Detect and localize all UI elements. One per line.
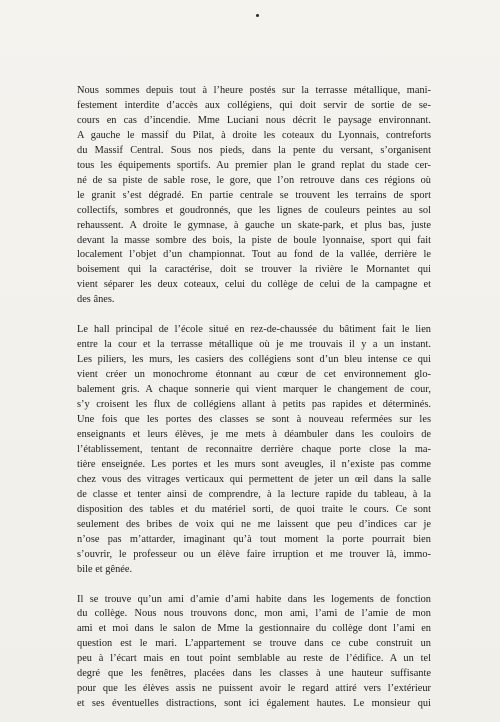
text-line: du Massif Central. Sous nos pieds, dans la pente du versant, s’organisent [77,144,431,156]
text-line: n’ose pas m’attarder, imaginant qu’à tout moment la porte pourrait bien [77,533,431,545]
text-line: Les piliers, les murs, les casiers des collégiens sont d’un bleu intense ce qui [77,354,431,366]
text-line: chez vous des vitrages verticaux qui permettent de jeter un œil dans la salle [77,473,431,485]
text-line: ami et moi dans le salon de Mme la gestionnaire du collège dont l’ami en [77,623,431,635]
text-line: collectifs, sombres et goudronnés, que les lignes de couleurs peintes au sol [77,204,431,216]
text-line: l’établissement, tentant de reconnaitre derrière chaque porte close la ma- [77,443,431,455]
text-line: pour que les élèves assis ne puissent avoir le regard attiré vers l’extérieur [77,683,431,695]
text-line: cours en cas d’incendie. Mme Luciani nous décrit le paysage environnant. [77,114,431,126]
text-line: Une fois que les portes des classes se sont à nouveau refermées sur les [77,414,431,426]
text-line: du collège. Nous nous trouvons donc, mon ami, l’ami de l’amie de mon [77,608,431,620]
text-line: Il se trouve qu’un ami d’amie d’ami habite dans les logements de fonction [77,593,431,605]
text-line: Le hall principal de l’école situé en rez-de-chaussée du bâtiment fait le lien [77,324,431,336]
dot-mark [256,14,259,17]
text-line: vient séparer les deux coteaux, celui du collège de celui de la campagne et [77,279,431,291]
text-line: seulement des bribes de voix qui ne me laissent que peu d’indices car je [77,518,431,530]
text-line: né de sa piste de sable rose, le gore, que l’on retrouve dans ces régions où [77,174,431,186]
text-line: tière enseignée. Les portes et les murs sont aveugles, il n’existe pas comme [77,458,431,470]
text-line: devant la masse sombre des bois, la piste de boule lyonnaise, sport qui fait [77,234,431,246]
text-line: question est le mari. L’appartement se trouve dans ce cube construit un [77,638,431,650]
text-line: vient créer un monochrome étonnant au cœur de cet environnement glo- [77,369,431,381]
text-line: bile et gênée. [77,563,133,575]
text-line: balement gris. A chaque sonnerie qui vient marquer le changement de cour, [77,384,431,396]
text-line: s’ouvrir, le professeur ou un élève faire irruption et me trouver là, immo- [77,548,431,560]
paragraph-gap [77,578,431,593]
text-line: entre la cour et la terrasse métallique où je me trouvais il y a un instant. [77,339,431,351]
text-line: A gauche le massif du Pilat, à droite les coteaux du Lyonnais, contreforts [77,129,431,141]
paragraph-gap [77,308,431,323]
paragraph [77,593,431,713]
text-line: de classe et tenter ainsi de comprendre, à la lecture rapide du tableau, à la [77,488,431,500]
paragraph [77,84,431,308]
text-line: rehaussent. A droite le gymnase, à gauche un skate-park, et plus bas, juste [77,219,431,231]
text-line: Nous sommes depuis tout à l’heure postés sur la terrasse métallique, mani- [77,85,431,96]
text-line: localement l’objet d’un championnat. Tout au fond de la vallée, derrière le [77,249,431,261]
text-line: et ses éventuelles distractions, sont ici également hautes. Le monsieur qui [77,698,431,710]
text-line: disposition des tables et du matériel sorti, de quoi traite le cours. Ce sont [77,503,431,515]
text-line: festement interdite d’accès aux collégiens, qui doit servir de sortie de se- [77,99,431,111]
text-line: degré que les fenêtres, placées dans les classes à une hauteur suffisante [77,668,431,680]
text-line: des ânes. [77,294,115,306]
text-line: tous les équipements sportifs. Au premier plan le grand replat du stade cer- [77,159,431,171]
body-text [77,84,431,712]
text-line: le granit s’est dégradé. En partie centrale se trouvent les terrains de sport [77,189,431,201]
paragraph [77,323,431,577]
text-line: enseignants et leurs élèves, je me mets à déambuler dans les couloirs de [77,428,431,440]
text-line: peu à l’écart mais en tout point semblable au reste de l’édifice. A un tel [77,653,431,665]
text-line: s’y croisent les flux de collégiens allant à petits pas rapides et déterminés. [77,399,431,411]
text-line: boisement qui la caractérise, doit se trouver la rivière le Mornantet qui [77,264,431,276]
